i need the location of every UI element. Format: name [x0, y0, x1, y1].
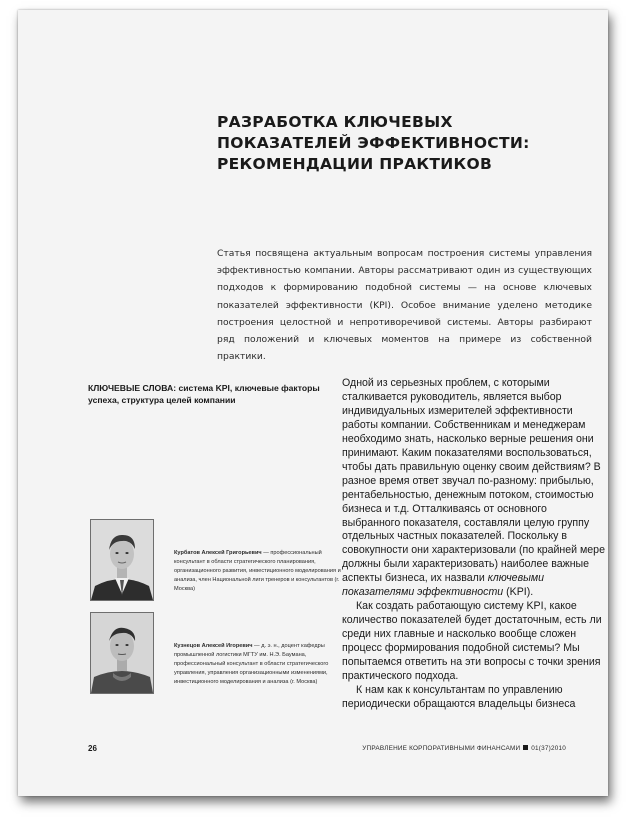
- author-1-photo: [90, 519, 154, 601]
- author-2-bio: [174, 642, 342, 687]
- article-title: РАЗРАБОТКА КЛЮЧЕВЫХ ПОКАЗАТЕЛЕЙ ЭФФЕКТИВНОСТИ: РЕКОМЕНДАЦИИ ПРАКТИКОВ: [217, 113, 530, 173]
- keywords: КЛЮЧЕВЫЕ СЛОВА: система KPI, ключевые факторы успеха, структура целей компании: [88, 383, 320, 405]
- author-2-description: — д. э. н., доцент кафедры промышленной логистики МГТУ им. Н.Э. Баумана, профессиональный консультант в области стратегического управления, управления организационными изменениями, инвестиционного моделирования и анализа (г. Москва): [174, 643, 329, 685]
- magazine-page: [18, 10, 608, 796]
- article-abstract: Статья посвящена актуальным вопросам построения системы управления эффективностью компании. Авторы рассматривают один из существующих подходов к формированию подобной системы — на основе ключевых показателей эффективности (KPI). Особое внимание уделено методике построения целостной и непротиворечивой системы. Авторы разбирают ряд положений и ключевых моментов на примере из собственной практики.: [217, 248, 592, 363]
- author-2-photo: [90, 612, 154, 694]
- author-1-bio: [174, 549, 342, 594]
- author-1-description: — профессиональный консультант в области стратегического планирования, организационного развития, инвестиционного моделирования и анализа, член Национальной лиги тренеров и консультантов (г. Москва): [174, 550, 341, 592]
- body-paragraph-2: Как создать работающую систему KPI, какое количество показателей будет достаточным, есть ли среди них главные и насколько вообще сложен процесс формирования подобной системы? Мы попытаемся ответить на эти вопросы с точки зрения практического подхода.: [342, 600, 602, 683]
- kpi-term: ключевыми показателями эффективности: [342, 572, 545, 599]
- journal-issue: 01(37)2010: [531, 745, 566, 752]
- journal-name: УПРАВЛЕНИЕ КОРПОРАТИВНЫМИ ФИНАНСАМИ: [362, 745, 521, 752]
- body-paragraph-1: [342, 377, 608, 600]
- square-bullet-icon: [523, 745, 528, 750]
- author-2-name: Кузнецов Алексей Игоревич: [174, 643, 253, 649]
- article-body: [342, 377, 608, 712]
- author-1-name: Курбатов Алексей Григорьевич: [174, 550, 262, 556]
- journal-footer: [362, 745, 566, 752]
- body-paragraph-1-text: Одной из серьезных проблем, с которыми сталкивается руководитель, является выбор индивидуальных измерителей эффективности работы компании. Собственникам и менеджерам необходимо знать, насколько верные решения они принимают. Каким показателями воспользоваться, чтобы дать правильную оценку своим действиям? В разное время ответ звучал по-разному: прибылью, рентабельностью, денежным потоком, стоимостью бизнеса и т.д. Отталкиваясь от основного выбранного показателя, составляли целую группу отдельных частных показателей. Поскольку в совокупности они характеризовали (по крайней мере должны были характеризовать) наиболее важные аспекты бизнеса, их назвали: [342, 377, 605, 585]
- body-paragraph-1-end: (KPI).: [503, 586, 534, 599]
- page-number: 26: [88, 744, 97, 753]
- body-paragraph-3: К нам как к консультантам по управлению периодически обращаются владельцы бизнеса: [342, 683, 576, 710]
